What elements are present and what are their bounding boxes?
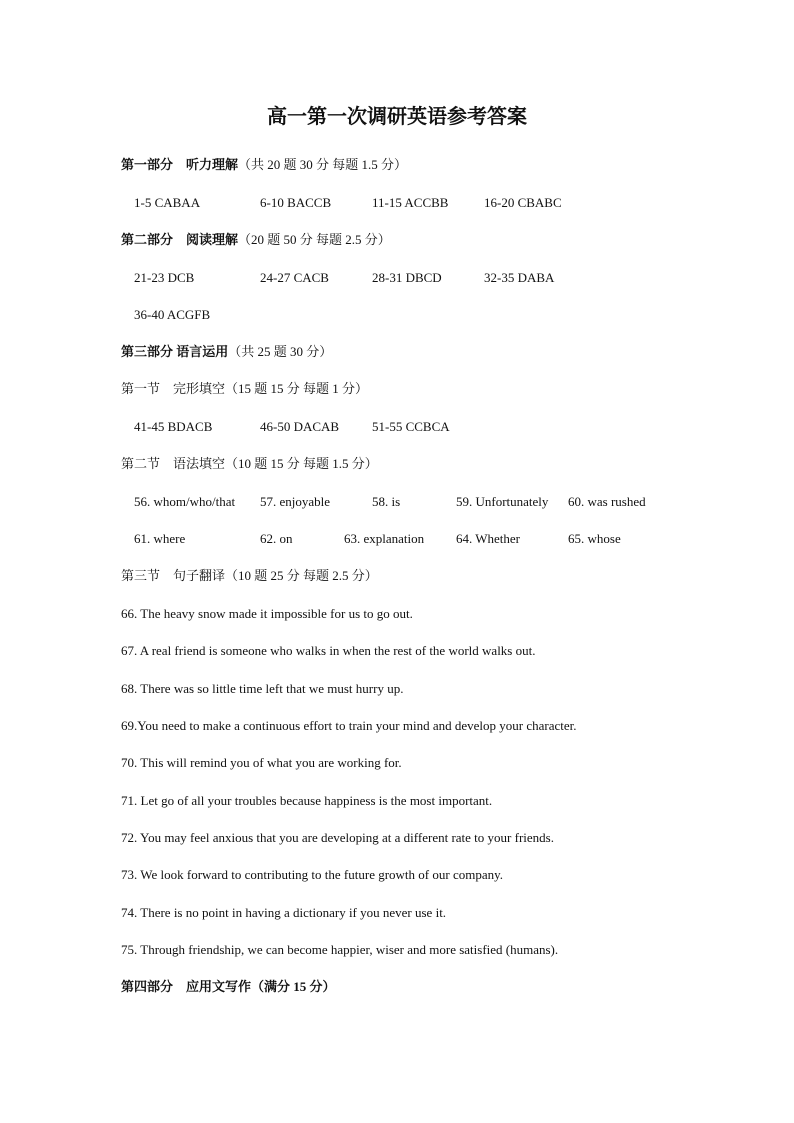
translation-sentence: 67. A real friend is someone who walks in when the rest of the world walks out. (121, 643, 536, 658)
answer-item: 63. explanation (344, 531, 425, 546)
answer-group: 24-27 CACB (260, 270, 329, 285)
answer-item: 57. enjoyable (260, 494, 331, 509)
part2-note: （20 题 50 分 每题 2.5 分） (238, 232, 391, 247)
answer-group: 46-50 DACAB (260, 419, 340, 434)
part2-heading (121, 232, 391, 248)
translation-sentence: 69.You need to make a continuous effort to train your mind and develop your character. (121, 718, 577, 733)
answer-item: 59. Unfortunately (456, 494, 549, 509)
answer-item: 62. on (260, 531, 293, 546)
part2-heading-text: 第二部分 阅读理解 (121, 232, 239, 247)
answer-group: 28-31 DBCD (372, 270, 442, 285)
section3-heading: 第三节 句子翻译（10 题 25 分 每题 2.5 分） (121, 568, 378, 583)
answer-item: 65. whose (568, 531, 621, 546)
translation-sentence: 75. Through friendship, we can become happier, wiser and more satisfied (humans). (121, 942, 559, 957)
translation-sentence: 70. This will remind you of what you are working for. (121, 755, 402, 770)
answer-item: 58. is (372, 494, 401, 509)
part1-heading-text: 第一部分 听力理解 (121, 157, 239, 172)
part1-note: （共 20 题 30 分 每题 1.5 分） (238, 157, 408, 172)
answer-item: 61. where (134, 531, 186, 546)
answer-group: 32-35 DABA (484, 270, 555, 285)
answer-group: 6-10 BACCB (260, 195, 332, 210)
part3-note: （共 25 题 30 分） (228, 344, 333, 359)
answer-group: 21-23 DCB (134, 270, 195, 285)
translation-sentence: 73. We look forward to contributing to the future growth of our company. (121, 867, 504, 882)
answer-group: 51-55 CCBCA (372, 419, 450, 434)
answer-item: 56. whom/who/that (134, 494, 236, 509)
answer-item: 60. was rushed (568, 494, 646, 509)
answer-group: 41-45 BDACB (134, 419, 213, 434)
part3-heading (121, 344, 332, 360)
answer-group: 36-40 ACGFB (134, 307, 211, 322)
translation-sentence: 66. The heavy snow made it impossible for us to go out. (121, 606, 413, 621)
translation-sentence: 74. There is no point in having a dictionary if you never use it. (121, 905, 447, 920)
translation-sentence: 71. Let go of all your troubles because happiness is the most important. (121, 793, 493, 808)
translation-sentence: 72. You may feel anxious that you are developing at a different rate to your friends. (121, 830, 554, 845)
translation-sentence: 68. There was so little time left that we must hurry up. (121, 681, 404, 696)
answer-item: 64. Whether (456, 531, 521, 546)
section1-heading: 第一节 完形填空（15 题 15 分 每题 1 分） (121, 381, 369, 396)
part1-heading (121, 157, 407, 173)
page-title: 高一第一次调研英语参考答案 (267, 106, 527, 128)
answer-group: 16-20 CBABC (484, 195, 562, 210)
part3-heading-text: 第三部分 语言运用 (121, 344, 229, 359)
section2-heading: 第二节 语法填空（10 题 15 分 每题 1.5 分） (121, 456, 378, 471)
answer-group: 11-15 ACCBB (372, 195, 449, 210)
part4-heading: 第四部分 应用文写作（满分 15 分） (121, 979, 336, 994)
answer-group: 1-5 CABAA (134, 195, 201, 210)
